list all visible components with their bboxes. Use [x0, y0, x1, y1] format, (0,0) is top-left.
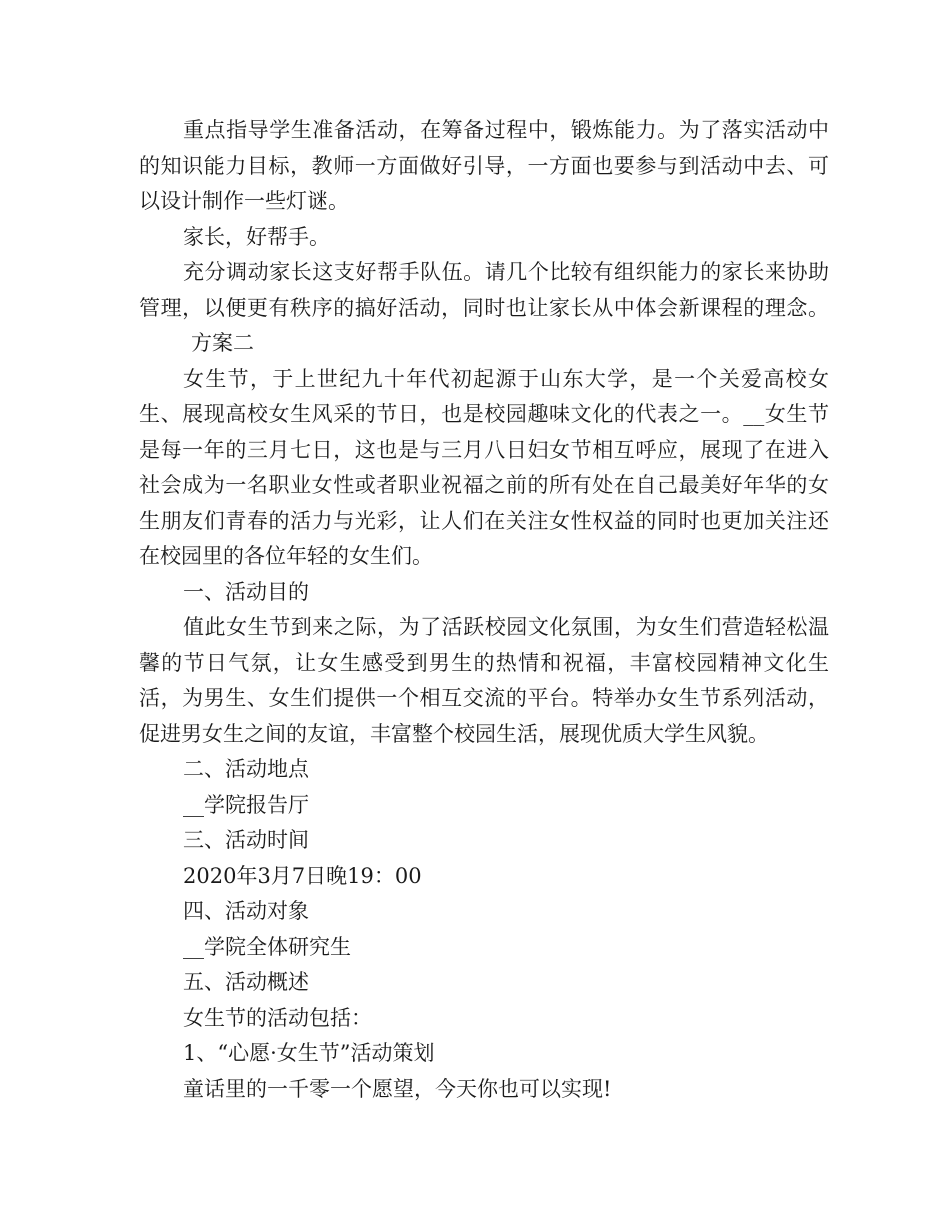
paragraph-audience: __学院全体研究生	[183, 934, 351, 959]
paragraph-parents-text: 充分调动家长这支好帮手队伍。请几个比较有组织能力的家长来协助管理，以便更有秩序的搞好活动，同时也让家长从中体会新课程的理念。	[139, 260, 829, 320]
section-heading-overview: 五、活动概述	[183, 970, 309, 994]
paragraph-guidance: 重点指导学生准备活动，在筹备过程中，锻炼能力。为了落实活动中的知识能力目标，教师一方面做好引导，一方面也要参与到活动中去、可以设计制作一些灯谜。	[139, 118, 829, 213]
paragraph-fairy-tale-wish: 童话里的一千零一个愿望，今天你也可以实现!	[183, 1076, 612, 1101]
paragraph-purpose: 值此女生节到来之际，为了活跃校园文化氛围，为女生们营造轻松温馨的节日气氛，让女生感受到男生的热情和祝福，丰富校园精神文化生活，为男生、女生们提供一个相互交流的平台。特举办女生节系列活动，促进男女生之间的友谊，丰富整个校园生活，展现优质大学生风貌。	[139, 615, 829, 746]
section-heading-audience: 四、活动对象	[183, 899, 309, 923]
paragraph-parents-helpers: 家长，好帮手。	[183, 224, 330, 249]
document-body	[139, 113, 829, 1107]
paragraph-location: __学院报告厅	[183, 792, 309, 817]
list-item-wish-activity: 1、“心愿·女生节”活动策划	[183, 1041, 435, 1065]
paragraph-overview: 女生节的活动包括：	[183, 1005, 372, 1030]
section-heading-time: 三、活动时间	[183, 828, 309, 852]
paragraph-time: 2020年3月7日晚19：00	[183, 863, 422, 888]
section-heading-purpose: 一、活动目的	[183, 579, 309, 604]
plan-heading: 方案二	[191, 331, 254, 355]
section-heading-location: 二、活动地点	[183, 757, 309, 781]
paragraph-intro-girls-day: 女生节，于上世纪九十年代初起源于山东大学，是一个关爱高校女生、展现高校女生风采的节日，也是校园趣味文化的代表之一。__女生节是每一年的三月七日，这也是与三月八日妇女节相互呼应，展现了在进入社会成为一名职业女性或者职业祝福之前的所有处在自己最美好年华的女生朋友们青春的活力与光彩，让人们在关注女性权益的同时也更加关注还在校园里的各位年轻的女生们。	[139, 366, 829, 568]
paragraph-parents-mobilize	[139, 255, 829, 362]
